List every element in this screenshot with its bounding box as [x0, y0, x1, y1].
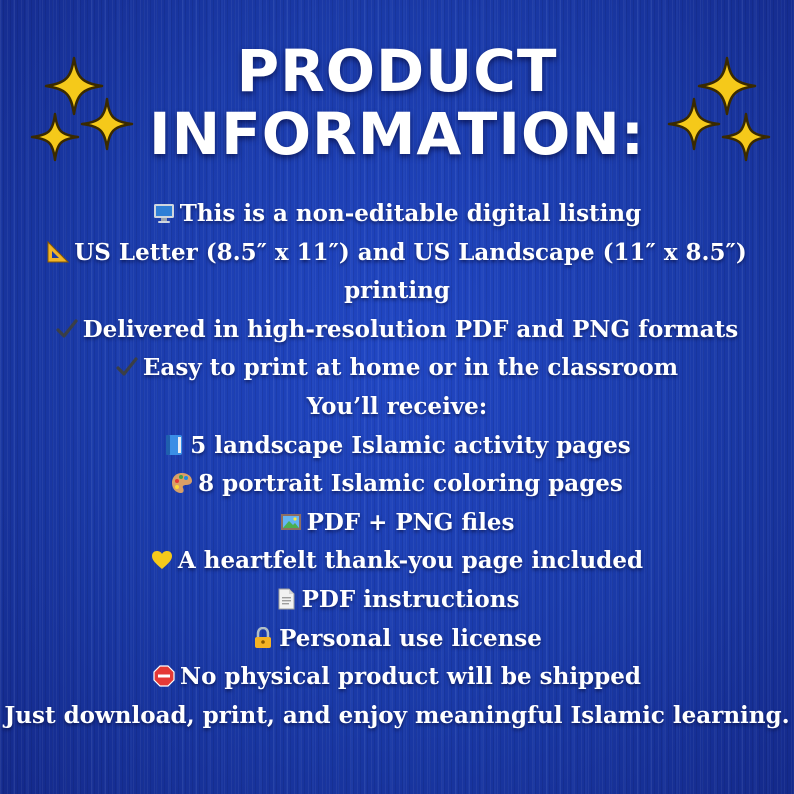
list-item: A heartfelt thank-you page included	[0, 542, 794, 581]
yellow-heart-icon	[151, 549, 173, 571]
list-item: Easy to print at home or in the classroom	[0, 349, 794, 388]
list-item: PDF + PNG files	[0, 504, 794, 543]
triangular-ruler-icon	[47, 241, 69, 263]
computer-icon	[153, 202, 175, 224]
page-icon	[275, 588, 297, 610]
product-info-list	[0, 195, 794, 735]
list-item: 8 portrait Islamic coloring pages	[0, 465, 794, 504]
list-item: PDF instructions	[0, 581, 794, 620]
stop-sign-icon	[153, 665, 175, 687]
check-mark-icon	[56, 318, 78, 340]
list-item: US Letter (8.5″ x 11″) and US Landscape (11″ x 8.5″) printing	[0, 234, 794, 311]
framed-picture-icon	[280, 511, 302, 533]
list-item: Delivered in high-resolution PDF and PNG formats	[0, 311, 794, 350]
artist-palette-icon	[171, 472, 193, 494]
list-item: Personal use license	[0, 620, 794, 659]
check-mark-icon	[116, 356, 138, 378]
list-item: Just download, print, and enjoy meaningful Islamic learning.	[4, 701, 790, 729]
list-item: No physical product will be shipped	[0, 658, 794, 697]
list-item: 5 landscape Islamic activity pages	[0, 427, 794, 466]
page-title: INFORMATION:	[149, 100, 645, 168]
list-item: You’ll receive:	[306, 392, 488, 420]
page-title: PRODUCT	[236, 37, 558, 105]
list-item: This is a non-editable digital listing	[0, 195, 794, 234]
blue-book-icon	[163, 434, 185, 456]
lock-icon	[252, 627, 274, 649]
